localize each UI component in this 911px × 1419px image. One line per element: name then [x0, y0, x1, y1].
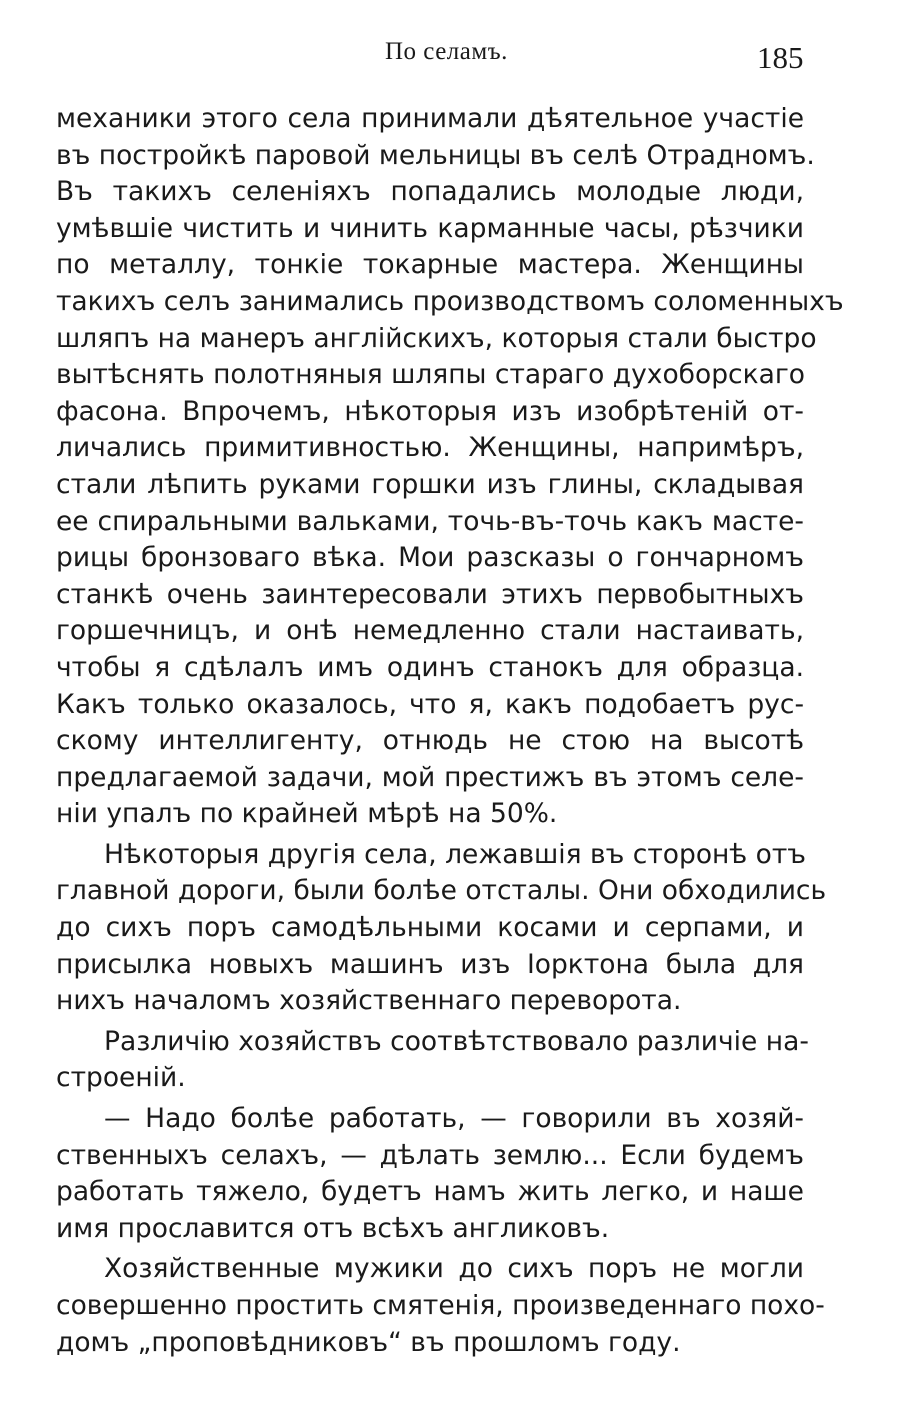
text-line: рицы бронзоваго вѣка. Мои разсказы о гончарномъ — [56, 542, 804, 574]
paragraph — [56, 1101, 804, 1247]
text-line: по металлу, тонкіе токарные мастера. Женщины — [56, 249, 804, 281]
text-line: строеній. — [56, 1062, 186, 1094]
text-line: — Надо болѣе работать, — говорили въ хозяй- — [104, 1103, 804, 1135]
text-line: главной дороги, были болѣе отсталы. Они обходились — [56, 875, 827, 907]
text-line: станкѣ очень заинтересовали этихъ первобытныхъ — [56, 578, 804, 610]
text-line: домъ „проповѣдниковъ“ въ прошломъ году. — [56, 1326, 681, 1358]
running-head — [0, 38, 911, 78]
text-line: до сихъ поръ самодѣльными косами и серпами, и — [56, 912, 804, 944]
text-line: предлагаемой задачи, мой престижъ въ этомъ селе- — [56, 761, 804, 793]
text-line: шляпъ на манеръ англійскихъ, которыя стали быстро — [56, 322, 817, 354]
text-line: въ постройкѣ паровой мельницы въ селѣ Отрадномъ. — [56, 139, 815, 171]
text-line: фасона. Впрочемъ, нѣкоторыя изъ изобрѣтеній от- — [56, 395, 804, 427]
text-line: Въ такихъ селеніяхъ попадались молодые люди, — [56, 176, 804, 208]
paragraph — [56, 1024, 809, 1097]
paragraph — [56, 101, 844, 833]
text-line: Различію хозяйствъ соотвѣтствовало различіе на- — [104, 1025, 809, 1057]
text-line: Нѣкоторыя другія села, лежавшія въ сторонѣ отъ — [104, 838, 806, 870]
text-line: умѣвшіе чистить и чинить карманные часы, рѣзчики — [56, 212, 804, 244]
page-number: 185 — [757, 40, 804, 75]
text-line: горшечницъ, и онѣ немедленно стали настаивать, — [56, 615, 804, 647]
text-line: нихъ началомъ хозяйственнаго переворота. — [56, 985, 682, 1017]
text-line: чтобы я сдѣлалъ имъ одинъ станокъ для образца. — [56, 651, 804, 683]
text-line: вытѣснять полотняныя шляпы стараго духоборскаго — [56, 359, 806, 391]
text-line: ніи упалъ по крайней мѣрѣ на 50%. — [56, 798, 558, 830]
text-line: ее спиральными вальками, точь-въ-точь какъ масте- — [56, 505, 804, 537]
paragraph — [56, 1251, 825, 1361]
text-line: имя прославится отъ всѣхъ англиковъ. — [56, 1212, 610, 1244]
text-line: такихъ селъ занимались производствомъ соломенныхъ — [56, 285, 844, 317]
body-text — [56, 101, 844, 1361]
text-line: совершенно простить смятенія, произведеннаго похо- — [56, 1290, 825, 1321]
text-line: работать тяжело, будетъ намъ жить легко, и наше — [56, 1176, 804, 1208]
text-line: Хозяйственные мужики до сихъ поръ не могли — [104, 1253, 804, 1285]
text-line: ственныхъ селахъ, — дѣлать землю... Если будемъ — [56, 1139, 804, 1171]
text-line: механики этого села принимали дѣятельное участіе — [56, 103, 804, 134]
text-line: Какъ только оказалось, что я, какъ подобаетъ рус- — [56, 688, 804, 720]
paragraph — [56, 837, 827, 1020]
text-line: скому интеллигенту, отнюдь не стою на высотѣ — [56, 725, 804, 757]
text-line: личались примитивностью. Женщины, напримѣръ, — [56, 432, 804, 464]
running-title: По селамъ. — [385, 38, 508, 65]
text-line: стали лѣпить руками горшки изъ глины, складывая — [56, 468, 804, 500]
text-line: присылка новыхъ машинъ изъ Іорктона была для — [56, 948, 804, 980]
